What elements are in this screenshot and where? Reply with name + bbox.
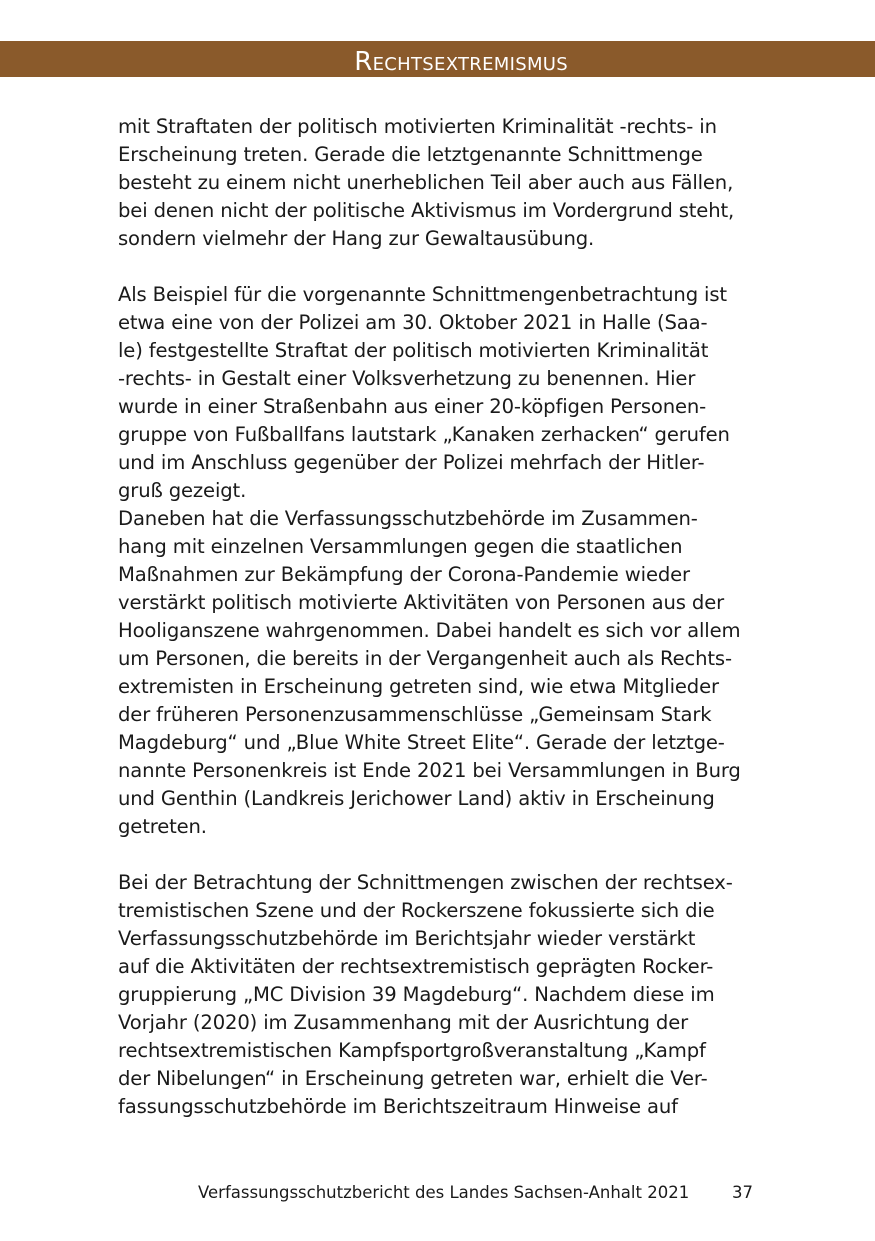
body-text <box>118 113 768 1121</box>
text-line: le) festgestellte Straftat der politisch motivierten Kriminalität <box>118 339 709 362</box>
text-line: gruß gezeigt. <box>118 479 247 502</box>
text-line: Magdeburg“ und „Blue White Street Elite“. Gerade der letztge- <box>118 731 725 754</box>
text-line: mit Straftaten der politisch motivierten Kriminalität -rechts- in <box>118 115 717 138</box>
text-line: Vorjahr (2020) im Zusammenhang mit der Ausrichtung der <box>118 1011 689 1034</box>
paragraph-spacer <box>118 841 768 869</box>
text-line: verstärkt politisch motivierte Aktivitäten von Personen aus der <box>118 591 725 614</box>
text-line: Hooliganszene wahrgenommen. Dabei handelt es sich vor allem <box>118 619 741 642</box>
page-number: 37 <box>732 1183 753 1202</box>
text-line: Maßnahmen zur Bekämpfung der Corona-Pandemie wieder <box>118 563 690 586</box>
text-line: gruppe von Fußballfans lautstark „Kanaken zerhacken“ gerufen <box>118 423 730 446</box>
text-line: auf die Aktivitäten der rechtsextremistisch geprägten Rocker- <box>118 955 714 978</box>
text-line: Daneben hat die Verfassungsschutzbehörde im Zusammen- <box>118 507 698 530</box>
text-line: der Nibelungen“ in Erscheinung getreten war, erhielt die Ver- <box>118 1067 708 1090</box>
text-line: gruppierung „MC Division 39 Magdeburg“. Nachdem diese im <box>118 983 715 1006</box>
text-line: und Genthin (Landkreis Jerichower Land) aktiv in Erscheinung <box>118 787 715 810</box>
paragraph-spacer <box>118 253 768 281</box>
text-line: Als Beispiel für die vorgenannte Schnittmengenbetrachtung ist <box>118 283 727 306</box>
text-line: der früheren Personenzusammenschlüsse „Gemeinsam Stark <box>118 703 712 726</box>
text-line: Erscheinung treten. Gerade die letztgenannte Schnittmenge <box>118 143 703 166</box>
text-line: fassungsschutzbehörde im Berichtszeitraum Hinweise auf <box>118 1095 678 1118</box>
paragraph-1 <box>118 113 768 253</box>
text-line: wurde in einer Straßenbahn aus einer 20-köpfigen Personen- <box>118 395 707 418</box>
text-line: besteht zu einem nicht unerheblichen Teil aber auch aus Fällen, <box>118 171 734 194</box>
text-line: bei denen nicht der politische Aktivismus im Vordergrund steht, <box>118 199 735 222</box>
paragraph-3 <box>118 505 768 841</box>
paragraph-2 <box>118 281 768 505</box>
text-line: Bei der Betrachtung der Schnittmengen zwischen der rechtsex- <box>118 871 733 894</box>
text-line: -rechts- in Gestalt einer Volksverhetzung zu benennen. Hier <box>118 367 696 390</box>
text-line: Verfassungsschutzbehörde im Berichtsjahr wieder verstärkt <box>118 927 696 950</box>
footer-publication-title: Verfassungsschutzbericht des Landes Sachsen-Anhalt 2021 <box>198 1183 690 1202</box>
text-line: und im Anschluss gegenüber der Polizei mehrfach der Hitler- <box>118 451 705 474</box>
text-line: tremistischen Szene und der Rockerszene fokussierte sich die <box>118 899 715 922</box>
text-line: getreten. <box>118 815 207 838</box>
text-line: nannte Personenkreis ist Ende 2021 bei Versammlungen in Burg <box>118 759 741 782</box>
text-line: um Personen, die bereits in der Vergangenheit auch als Rechts- <box>118 647 732 670</box>
text-line: extremisten in Erscheinung getreten sind, wie etwa Mitglieder <box>118 675 719 698</box>
chapter-title: Rechtsextremismus <box>354 47 568 77</box>
text-line: rechtsextremistischen Kampfsportgroßveranstaltung „Kampf <box>118 1039 706 1062</box>
text-line: sondern vielmehr der Hang zur Gewaltausübung. <box>118 227 595 250</box>
paragraph-4 <box>118 869 768 1121</box>
text-line: etwa eine von der Polizei am 30. Oktober 2021 in Halle (Saa- <box>118 311 708 334</box>
text-line: hang mit einzelnen Versammlungen gegen die staatlichen <box>118 535 683 558</box>
